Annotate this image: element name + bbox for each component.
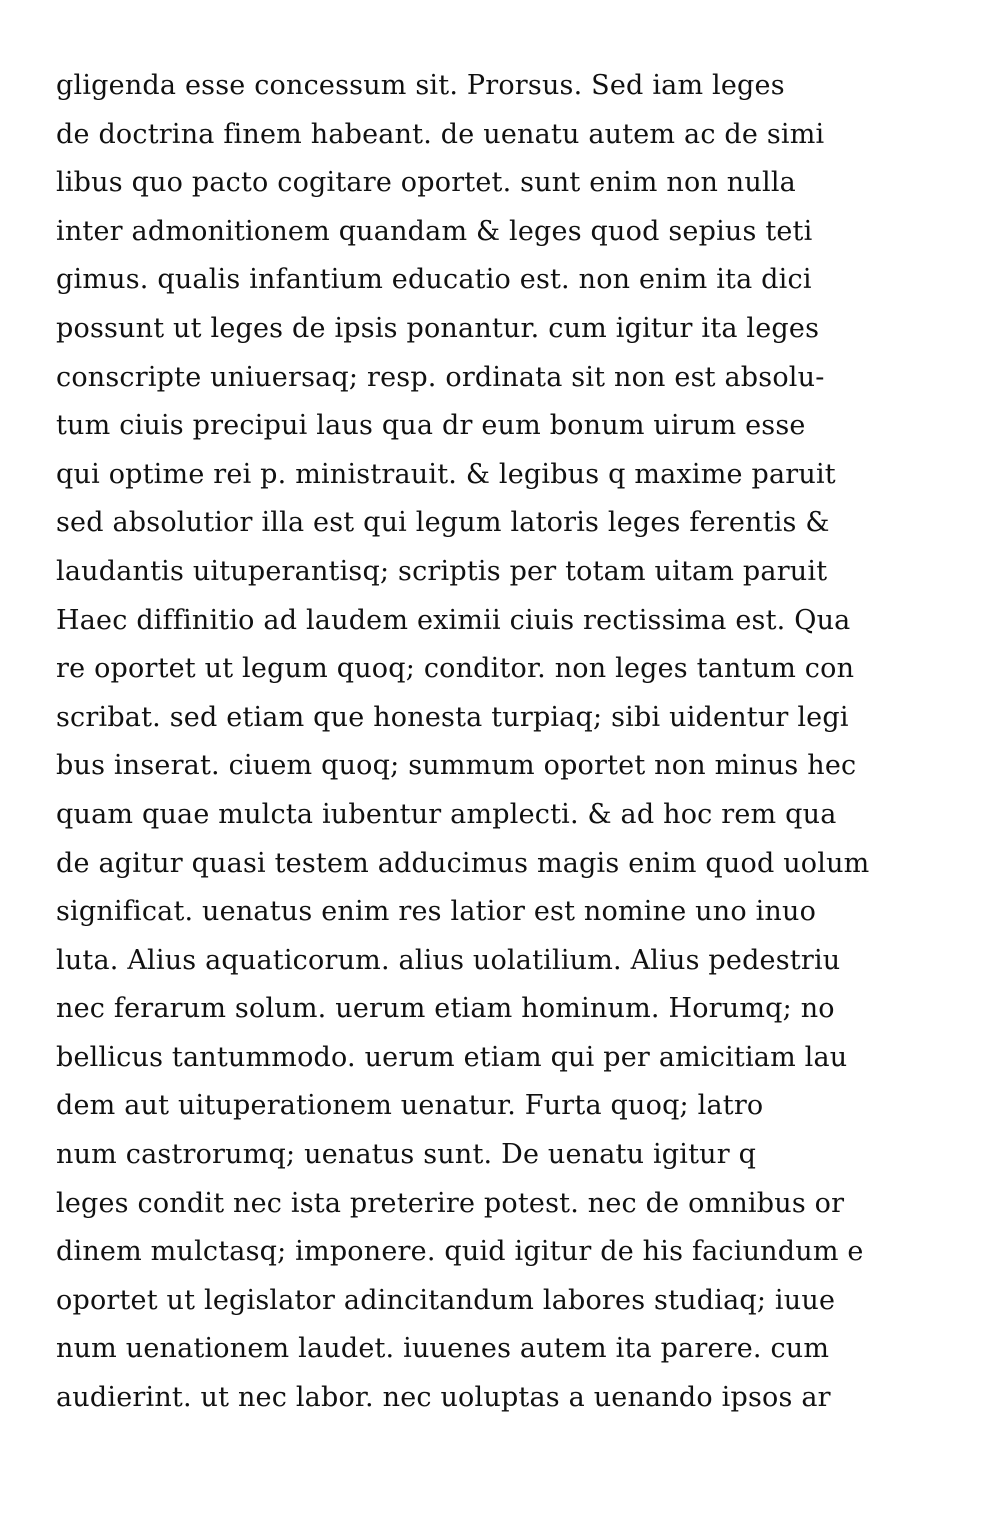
text-line: de doctrina finem habeant. de uenatu autem ac de simi xyxy=(56,118,825,150)
text-line: dinem mulctasq; imponere. quid igitur de his faciundum e xyxy=(56,1236,864,1268)
text-line: tum ciuis precipui laus qua dr eum bonum uirum esse xyxy=(56,410,806,442)
text-line: possunt ut leges de ipsis ponantur. cum igitur ita leges xyxy=(56,312,820,344)
text-line: oportet ut legislator adincitandum labores studiaq; iuue xyxy=(56,1284,836,1316)
text-line: num uenationem laudet. iuuenes autem ita parere. cum xyxy=(56,1333,830,1365)
text-line: scribat. sed etiam que honesta turpiaq; sibi uidentur legi xyxy=(56,701,849,733)
text-line: num castrorumq; uenatus sunt. De uenatu igitur q xyxy=(56,1139,757,1171)
text-line: re oportet ut legum quoq; conditor. non leges tantum con xyxy=(56,653,855,685)
text-line: inter admonitionem quandam & leges quod sepius teti xyxy=(56,215,813,247)
text-line: significat. uenatus enim res latior est nomine uno inuo xyxy=(56,896,817,928)
text-line: nec ferarum solum. uerum etiam hominum. Horumq; no xyxy=(56,993,835,1025)
text-line: gligenda esse concessum sit. Prorsus. Sed iam leges xyxy=(56,70,785,101)
manuscript-text-block xyxy=(56,62,916,1423)
text-line: sed absolutior illa est qui legum latoris leges ferentis & xyxy=(56,507,830,539)
text-line: quam quae mulcta iubentur amplecti. & ad hoc rem qua xyxy=(56,798,837,830)
text-line: bellicus tantummodo. uerum etiam qui per amicitiam lau xyxy=(56,1041,848,1073)
text-line: gimus. qualis infantium educatio est. non enim ita dici xyxy=(56,264,812,296)
text-line: Haec diffinitio ad laudem eximii ciuis rectissima est. Qua xyxy=(56,604,851,636)
text-line: audierint. ut nec labor. nec uoluptas a uenando ipsos ar xyxy=(56,1382,831,1414)
text-line: bus inserat. ciuem quoq; summum oportet non minus hec xyxy=(56,750,857,782)
text-line: libus quo pacto cogitare oportet. sunt enim non nulla xyxy=(56,167,796,199)
text-line: conscripte uniuersaq; resp. ordinata sit non est absolu- xyxy=(56,361,825,393)
text-line: de agitur quasi testem adducimus magis enim quod uolum xyxy=(56,847,870,879)
text-line: luta. Alius aquaticorum. alius uolatilium. Alius pedestriu xyxy=(56,944,841,976)
text-line: dem aut uituperationem uenatur. Furta quoq; latro xyxy=(56,1090,764,1122)
text-line: qui optime rei p. ministrauit. & legibus q maxime paruit xyxy=(56,458,836,490)
text-line: leges condit nec ista preterire potest. nec de omnibus or xyxy=(56,1187,845,1219)
text-line: laudantis uituperantisq; scriptis per totam uitam paruit xyxy=(56,555,828,587)
